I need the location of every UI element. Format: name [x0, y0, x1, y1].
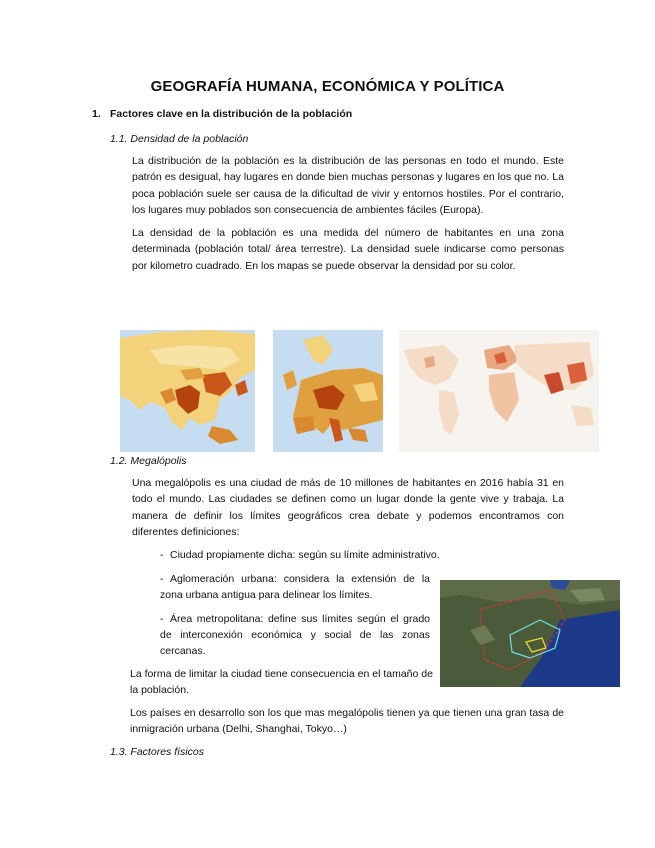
- metropolitan-area-satellite-map: [440, 580, 620, 687]
- document-title: GEOGRAFÍA HUMANA, ECONÓMICA Y POLÍTICA: [150, 78, 505, 95]
- subsection-heading-1-1: 1.1. Densidad de la población: [110, 133, 249, 145]
- subsection-heading-1-2: 1.2. Megalópolis: [110, 455, 187, 467]
- section-heading-text: Factores clave en la distribución de la población: [110, 108, 353, 120]
- section-number: 1.: [92, 108, 101, 120]
- paragraph-developing-countries: Los países en desarrollo son los que mas megalópolis tienen ya que tienen una gran tasa de inmigración urbana (Delhi, Shanghai, Tokyo…): [130, 707, 564, 736]
- paragraph-distribution: La distribución de la población es la distribución de las personas en todo el mundo. Este patrón es desigual, hay lugares en donde bien muchas personas y lugares en los que no. La poca población suele ser causa de la dificultad de vivir y entornos hostiles. Por el contrario, los lugares muy poblados son consecuencia de ambientes fáciles (Europa).: [132, 155, 564, 217]
- section-heading-1: [92, 108, 352, 120]
- list-item: - Aglomeración urbana: considera la extensión de la zona urbana antigua para delinear los límites.: [160, 573, 430, 602]
- paragraph-density: La densidad de la población es una medida del número de habitantes en una zona determinada (población total/ área terrestre). La densidad suele indicarse como personas por kilometro cuadrado. En los mapas se puede observar la densidad por su color.: [132, 227, 564, 272]
- asia-density-map: [120, 330, 255, 452]
- list-item: - Ciudad propiamente dicha: según su límite administrativo.: [160, 549, 440, 561]
- europe-density-map: [273, 330, 383, 452]
- list-item: - Área metropolitana: define sus límites según el grado de interconexión económica y social de las zonas cercanas.: [160, 613, 430, 658]
- paragraph-megalopolis: Una megalópolis es una ciudad de más de 10 millones de habitantes en 2016 había 31 en todo el mundo. Las ciudades se definen como un lugar donde la gente vive y trabaja. La manera de definir los límites geográficos crea debate y podemos encontramos con diferentes definiciones:: [132, 477, 564, 539]
- world-density-map: [399, 330, 599, 452]
- paragraph-city-limit: La forma de limitar la ciudad tiene consecuencia en el tamaño de la población.: [130, 668, 433, 697]
- subsection-heading-1-3: 1.3. Factores físicos: [110, 746, 204, 758]
